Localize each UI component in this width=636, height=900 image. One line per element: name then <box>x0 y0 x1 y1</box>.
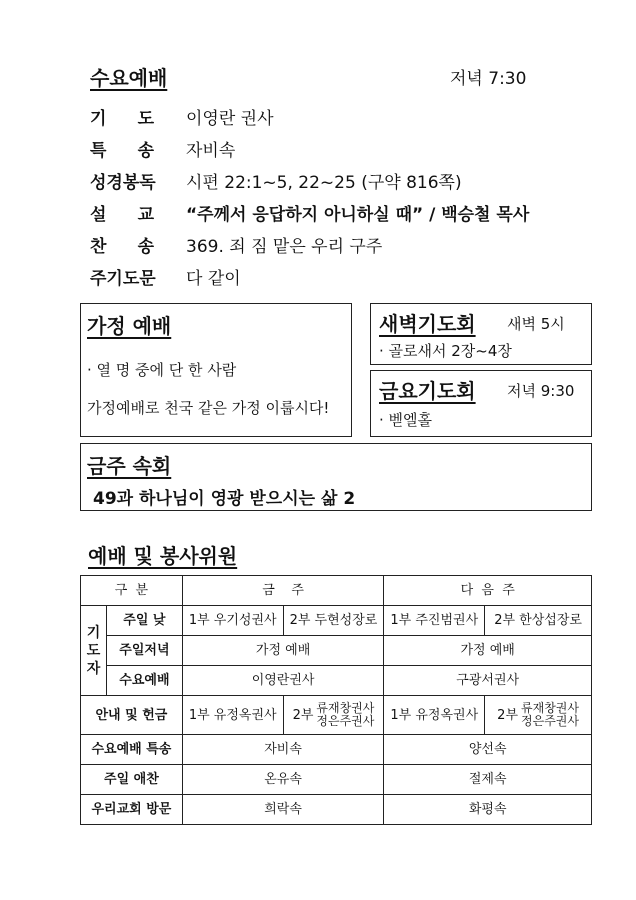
label-wed-special: 수요예배 특송 <box>81 735 183 765</box>
dawn-prayer-time: 새벽 5시 <box>507 315 565 333</box>
row-special-song: 특 송 자비속 <box>90 136 235 161</box>
scripture-value: 시편 22:1~5, 22~25 (구약 816쪽) <box>186 173 462 193</box>
row-lords-prayer: 주기도문 다 같이 <box>90 264 241 289</box>
servants-table <box>80 575 592 825</box>
label-sunday-praise: 주일 애찬 <box>81 765 183 795</box>
label-church-visit: 우리교회 방문 <box>81 795 183 825</box>
friday-prayer-text: · 벧엘홀 <box>379 411 433 429</box>
wednesday-time: 저녁 7:30 <box>450 69 527 89</box>
row-scripture: 성경봉독 시편 22:1~5, 22~25 (구약 816쪽) <box>90 168 462 193</box>
label-sunday-day: 주일 낮 <box>106 606 182 636</box>
table-header-row <box>81 576 592 606</box>
dawn-prayer-text: · 골로새서 2장~4장 <box>379 342 512 360</box>
home-worship-title: 가정 예배 <box>87 314 172 338</box>
header-category: 구 분 <box>81 576 183 606</box>
table-row: 주일 애찬 온유속 절제속 <box>81 765 592 795</box>
lords-prayer-value: 다 같이 <box>186 269 241 289</box>
table-row: 안내 및 헌금 1부 유정옥권사 2부 류재창권사 정은주권사 1부 유정옥권사 2부 류재창권사 정은주권사 <box>81 696 592 735</box>
prayer-group-label: 기 도 자 <box>81 606 107 696</box>
wednesday-title: 수요예배 <box>90 66 168 90</box>
home-worship-line2: 가정예배로 천국 같은 가정 이룹시다! <box>87 399 330 417</box>
table-row: 수요예배 이영란권사 구광서권사 <box>81 666 592 696</box>
weekly-group-box <box>80 443 592 511</box>
prayer-value: 이영란 권사 <box>186 109 274 129</box>
weekly-group-title: 금주 속회 <box>87 454 172 478</box>
home-worship-line1: · 열 명 중에 단 한 사람 <box>87 361 237 379</box>
table-row: 기 도 자 주일 낮 1부 우기성권사 2부 두현성장로 1부 주진범권사 2부 한상섭장로 <box>81 606 592 636</box>
home-worship-box <box>80 303 352 437</box>
header-this-week: 금 주 <box>182 576 384 606</box>
weekly-group-text: 49과 하나님이 영광 받으시는 삶 2 <box>93 489 356 509</box>
sermon-value: “주께서 응답하지 아니하실 때” / 백승철 목사 <box>186 205 530 225</box>
dawn-prayer-title: 새벽기도회 <box>379 312 476 336</box>
servants-title: 예배 및 봉사위원 <box>88 544 238 568</box>
row-sermon: 설 교 “주께서 응답하지 아니하실 때” / 백승철 목사 <box>90 200 529 225</box>
special-song-value: 자비속 <box>186 141 236 161</box>
table-row: 수요예배 특송 자비속 양선속 <box>81 735 592 765</box>
dawn-prayer-box <box>370 303 592 365</box>
label-guide-offering: 안내 및 헌금 <box>81 696 183 735</box>
friday-prayer-box <box>370 370 592 437</box>
label-wed-service: 수요예배 <box>106 666 182 696</box>
header-next-week: 다 음 주 <box>384 576 592 606</box>
table-row: 주일저녁 가정 예배 가정 예배 <box>81 636 592 666</box>
row-hymn: 찬 송 369. 죄 짐 맡은 우리 구주 <box>90 232 382 257</box>
friday-prayer-title: 금요기도회 <box>379 379 476 403</box>
row-prayer: 기 도 이영란 권사 <box>90 104 274 129</box>
label-sunday-evening: 주일저녁 <box>106 636 182 666</box>
table-row: 우리교회 방문 희락속 화평속 <box>81 795 592 825</box>
hymn-value: 369. 죄 짐 맡은 우리 구주 <box>186 237 383 257</box>
friday-prayer-time: 저녁 9:30 <box>507 382 575 400</box>
